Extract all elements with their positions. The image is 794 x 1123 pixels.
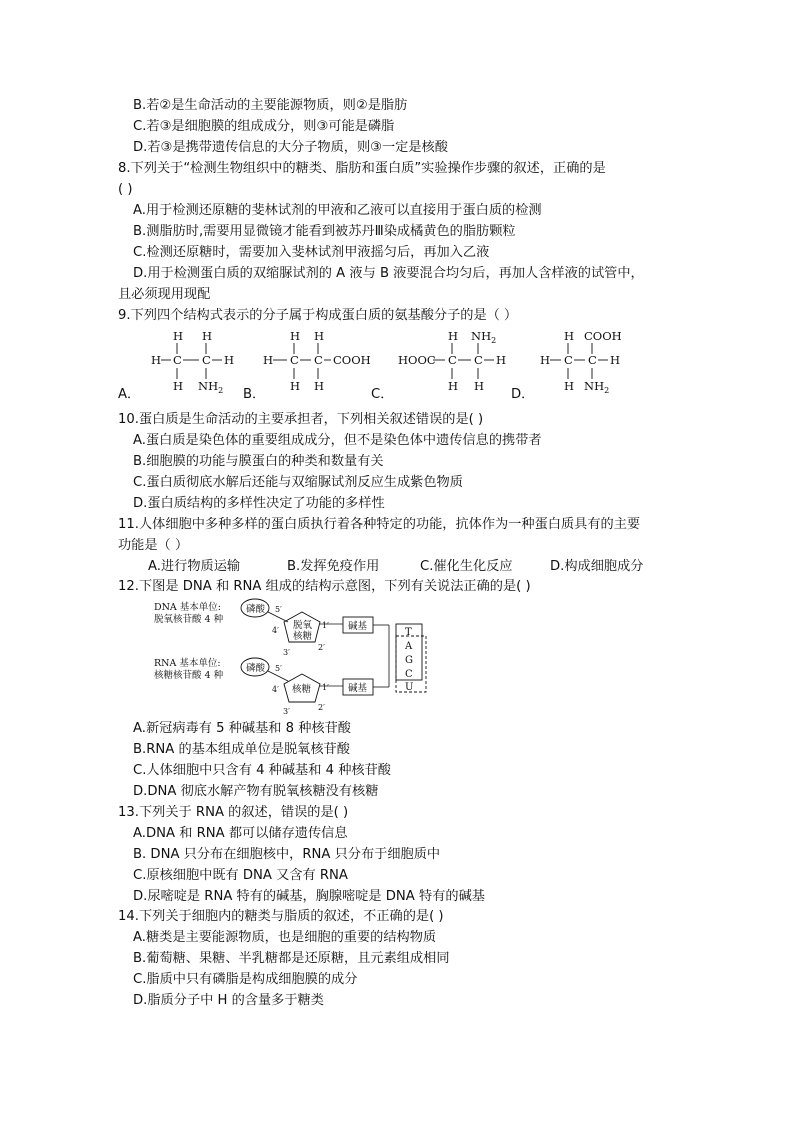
svg-text:NH2: $NH_2$ — [198, 379, 224, 395]
q11-option-d: D.构成细胞成分 — [550, 559, 644, 574]
q14-option-c: C.脂质中只有磷脂是构成细胞膜的成分 — [133, 972, 358, 987]
svg-text:H: H — [496, 353, 507, 367]
structure-c — [398, 329, 506, 393]
svg-text:2′: 2′ — [318, 703, 325, 712]
q9-label-c: C． — [371, 387, 394, 402]
q11-stem-cont: 功能是（ ） — [118, 538, 189, 553]
svg-text:H: H — [173, 329, 184, 343]
q12-nucleotide-diagram — [150, 598, 440, 718]
q7-option-d: D.若③是携带遗传信息的大分子物质，则③一定是核酸 — [133, 140, 448, 155]
svg-text:H: H — [448, 329, 459, 343]
svg-text:HOOC: HOOC — [398, 353, 436, 367]
q11-option-a: A.进行物质运输 — [148, 559, 241, 574]
q14-stem: 14.下列关于细胞内的糖类与脂质的叙述，不正确的是( ) — [118, 909, 444, 924]
q13-option-c: C.原核细胞中既有 DNA 又含有 RNA — [133, 868, 348, 883]
q7-option-b: B.若②是生命活动的主要能源物质，则②是脂肪 — [133, 98, 408, 113]
svg-text:H: H — [564, 379, 575, 393]
svg-text:H: H — [564, 329, 575, 343]
svg-text:H: H — [314, 329, 325, 343]
q10-stem: 10.蛋白质是生命活动的主要承担者，下列相关叙述错误的是( ) — [118, 412, 484, 427]
q9-label-b: B． — [243, 387, 266, 402]
svg-text:磷酸: 磷酸 — [246, 663, 266, 674]
q12-option-d: D.DNA 彻底水解产物有脱氧核糖没有核糖 — [133, 784, 379, 799]
q8-option-d: D.用于检测蛋白质的双缩脲试剂的 A 液与 B 液要混合均匀后，再加人含样液的试管中， — [133, 266, 644, 281]
q8-stem: 8.下列关于“检测生物组织中的糖类、脂肪和蛋白质”实验操作步骤的叙述，正确的是 — [118, 161, 606, 176]
q12-option-a: A.新冠病毒有 5 种碱基和 8 种核苷酸 — [133, 721, 351, 736]
q12-option-c: C.人体细胞中只含有 4 种碱基和 4 种核苷酸 — [133, 763, 391, 778]
svg-text:1′: 1′ — [322, 621, 329, 630]
q9-label-a: A． — [118, 387, 141, 402]
svg-text:3′: 3′ — [283, 648, 290, 657]
structure-d — [540, 329, 622, 395]
svg-text:A: A — [405, 641, 413, 652]
svg-text:4′: 4′ — [272, 626, 279, 635]
svg-text:COOH: COOH — [584, 329, 622, 343]
svg-text:C: C — [405, 669, 413, 680]
q8-answer-paren: ( ) — [118, 182, 133, 197]
q8-option-c: C.检测还原糖时，需要加入斐林试剂甲液摇匀后，再加入乙液 — [133, 245, 490, 260]
svg-text:核糖: 核糖 — [293, 631, 313, 642]
svg-text:磷酸: 磷酸 — [246, 604, 266, 615]
svg-text:核糖核苷酸 4 种: 核糖核苷酸 4 种 — [154, 670, 224, 681]
q10-option-d: D.蛋白质结构的多样性决定了功能的多样性 — [133, 496, 385, 511]
q13-option-b: B. DNA 只分布在细胞核中，RNA 只分布于细胞质中 — [133, 847, 441, 862]
q14-option-d: D.脂质分子中 H 的含量多于糖类 — [133, 993, 324, 1008]
svg-text:H: H — [202, 329, 213, 343]
svg-text:脱氧核苷酸 4 种: 脱氧核苷酸 4 种 — [154, 614, 224, 625]
svg-text:C: C — [202, 353, 211, 367]
q11-option-b: B.发挥免疫作用 — [287, 559, 380, 574]
q9-stem: 9.下列四个结构式表示的分子属于构成蛋白质的氨基酸分子的是（ ） — [118, 308, 518, 323]
svg-text:H: H — [474, 379, 485, 393]
q9-structures — [118, 328, 678, 403]
q10-option-b: B.细胞膜的功能与膜蛋白的种类和数量有关 — [133, 454, 384, 469]
svg-text:2′: 2′ — [318, 643, 325, 652]
svg-text:H: H — [290, 379, 301, 393]
svg-text:碱基: 碱基 — [348, 683, 368, 694]
svg-text:H: H — [610, 353, 621, 367]
svg-text:C: C — [173, 353, 182, 367]
svg-text:C: C — [564, 353, 573, 367]
svg-text:1′: 1′ — [322, 683, 329, 692]
q7-option-c: C.若③是细胞膜的组成成分，则③可能是磷脂 — [133, 119, 395, 134]
svg-text:H: H — [224, 353, 235, 367]
svg-text:H: H — [314, 379, 325, 393]
q14-option-a: A.糖类是主要能源物质，也是细胞的重要的结构物质 — [133, 930, 437, 945]
svg-text:C: C — [290, 353, 299, 367]
structure-b — [263, 329, 371, 393]
svg-text:5′: 5′ — [275, 605, 282, 614]
svg-text:NH2: $NH_2$ — [584, 379, 610, 395]
svg-text:NH2: $NH_2$ — [471, 329, 497, 345]
svg-text:H: H — [151, 353, 162, 367]
svg-text:脱氧: 脱氧 — [293, 620, 313, 631]
svg-text:核糖: 核糖 — [292, 684, 312, 695]
svg-text:碱基: 碱基 — [348, 621, 368, 632]
svg-text:DNA 基本单位:: DNA 基本单位: — [154, 602, 222, 613]
q12-option-b: B.RNA 的基本组成单位是脱氧核苷酸 — [133, 742, 350, 757]
svg-text:H: H — [290, 329, 301, 343]
structure-a — [151, 329, 234, 395]
q8-option-d-cont: 且必须现用现配 — [118, 287, 211, 302]
svg-text:RNA 基本单位:: RNA 基本单位: — [154, 658, 221, 669]
q10-option-a: A.蛋白质是染色体的重要组成成分，但不是染色体中遗传信息的携带者 — [133, 433, 542, 448]
q12-stem: 12.下图是 DNA 和 RNA 组成的结构示意图，下列有关说法正确的是( ) — [118, 579, 531, 594]
q13-option-d: D.尿嘧啶是 RNA 特有的碱基，胸腺嘧啶是 DNA 特有的碱基 — [133, 889, 485, 904]
q11-option-c: C.催化生化反应 — [420, 559, 513, 574]
q11-stem: 11.人体细胞中多种多样的蛋白质执行着各种特定的功能，抗体作为一种蛋白质具有的主要 — [118, 517, 641, 532]
svg-text:U: U — [405, 682, 414, 693]
svg-text:H: H — [540, 353, 551, 367]
q8-option-a: A.用于检测还原糖的斐林试剂的甲液和乙液可以直接用于蛋白质的检测 — [133, 203, 542, 218]
svg-text:3′: 3′ — [283, 707, 290, 716]
q10-option-c: C.蛋白质彻底水解后还能与双缩脲试剂反应生成紫色物质 — [133, 475, 463, 490]
svg-text:COOH: COOH — [333, 353, 371, 367]
q14-option-b: B.葡萄糖、果糖、半乳糖都是还原糖，且元素组成相同 — [133, 951, 450, 966]
q9-label-d: D． — [511, 387, 535, 402]
svg-text:C: C — [448, 353, 457, 367]
svg-text:T: T — [405, 627, 412, 638]
svg-text:H: H — [173, 379, 184, 393]
svg-text:5′: 5′ — [275, 664, 282, 673]
svg-text:C: C — [588, 353, 597, 367]
svg-text:4′: 4′ — [272, 685, 279, 694]
svg-text:C: C — [314, 353, 323, 367]
svg-text:H: H — [263, 353, 274, 367]
svg-text:G: G — [405, 655, 413, 666]
q13-stem: 13.下列关于 RNA 的叙述，错误的是( ) — [118, 805, 349, 820]
q8-option-b: B.测脂肪时,需要用显微镜才能看到被苏丹Ⅲ染成橘黄色的脂肪颗粒 — [133, 224, 516, 239]
svg-text:H: H — [448, 379, 459, 393]
q13-option-a: A.DNA 和 RNA 都可以储存遗传信息 — [133, 826, 348, 841]
svg-text:C: C — [474, 353, 483, 367]
